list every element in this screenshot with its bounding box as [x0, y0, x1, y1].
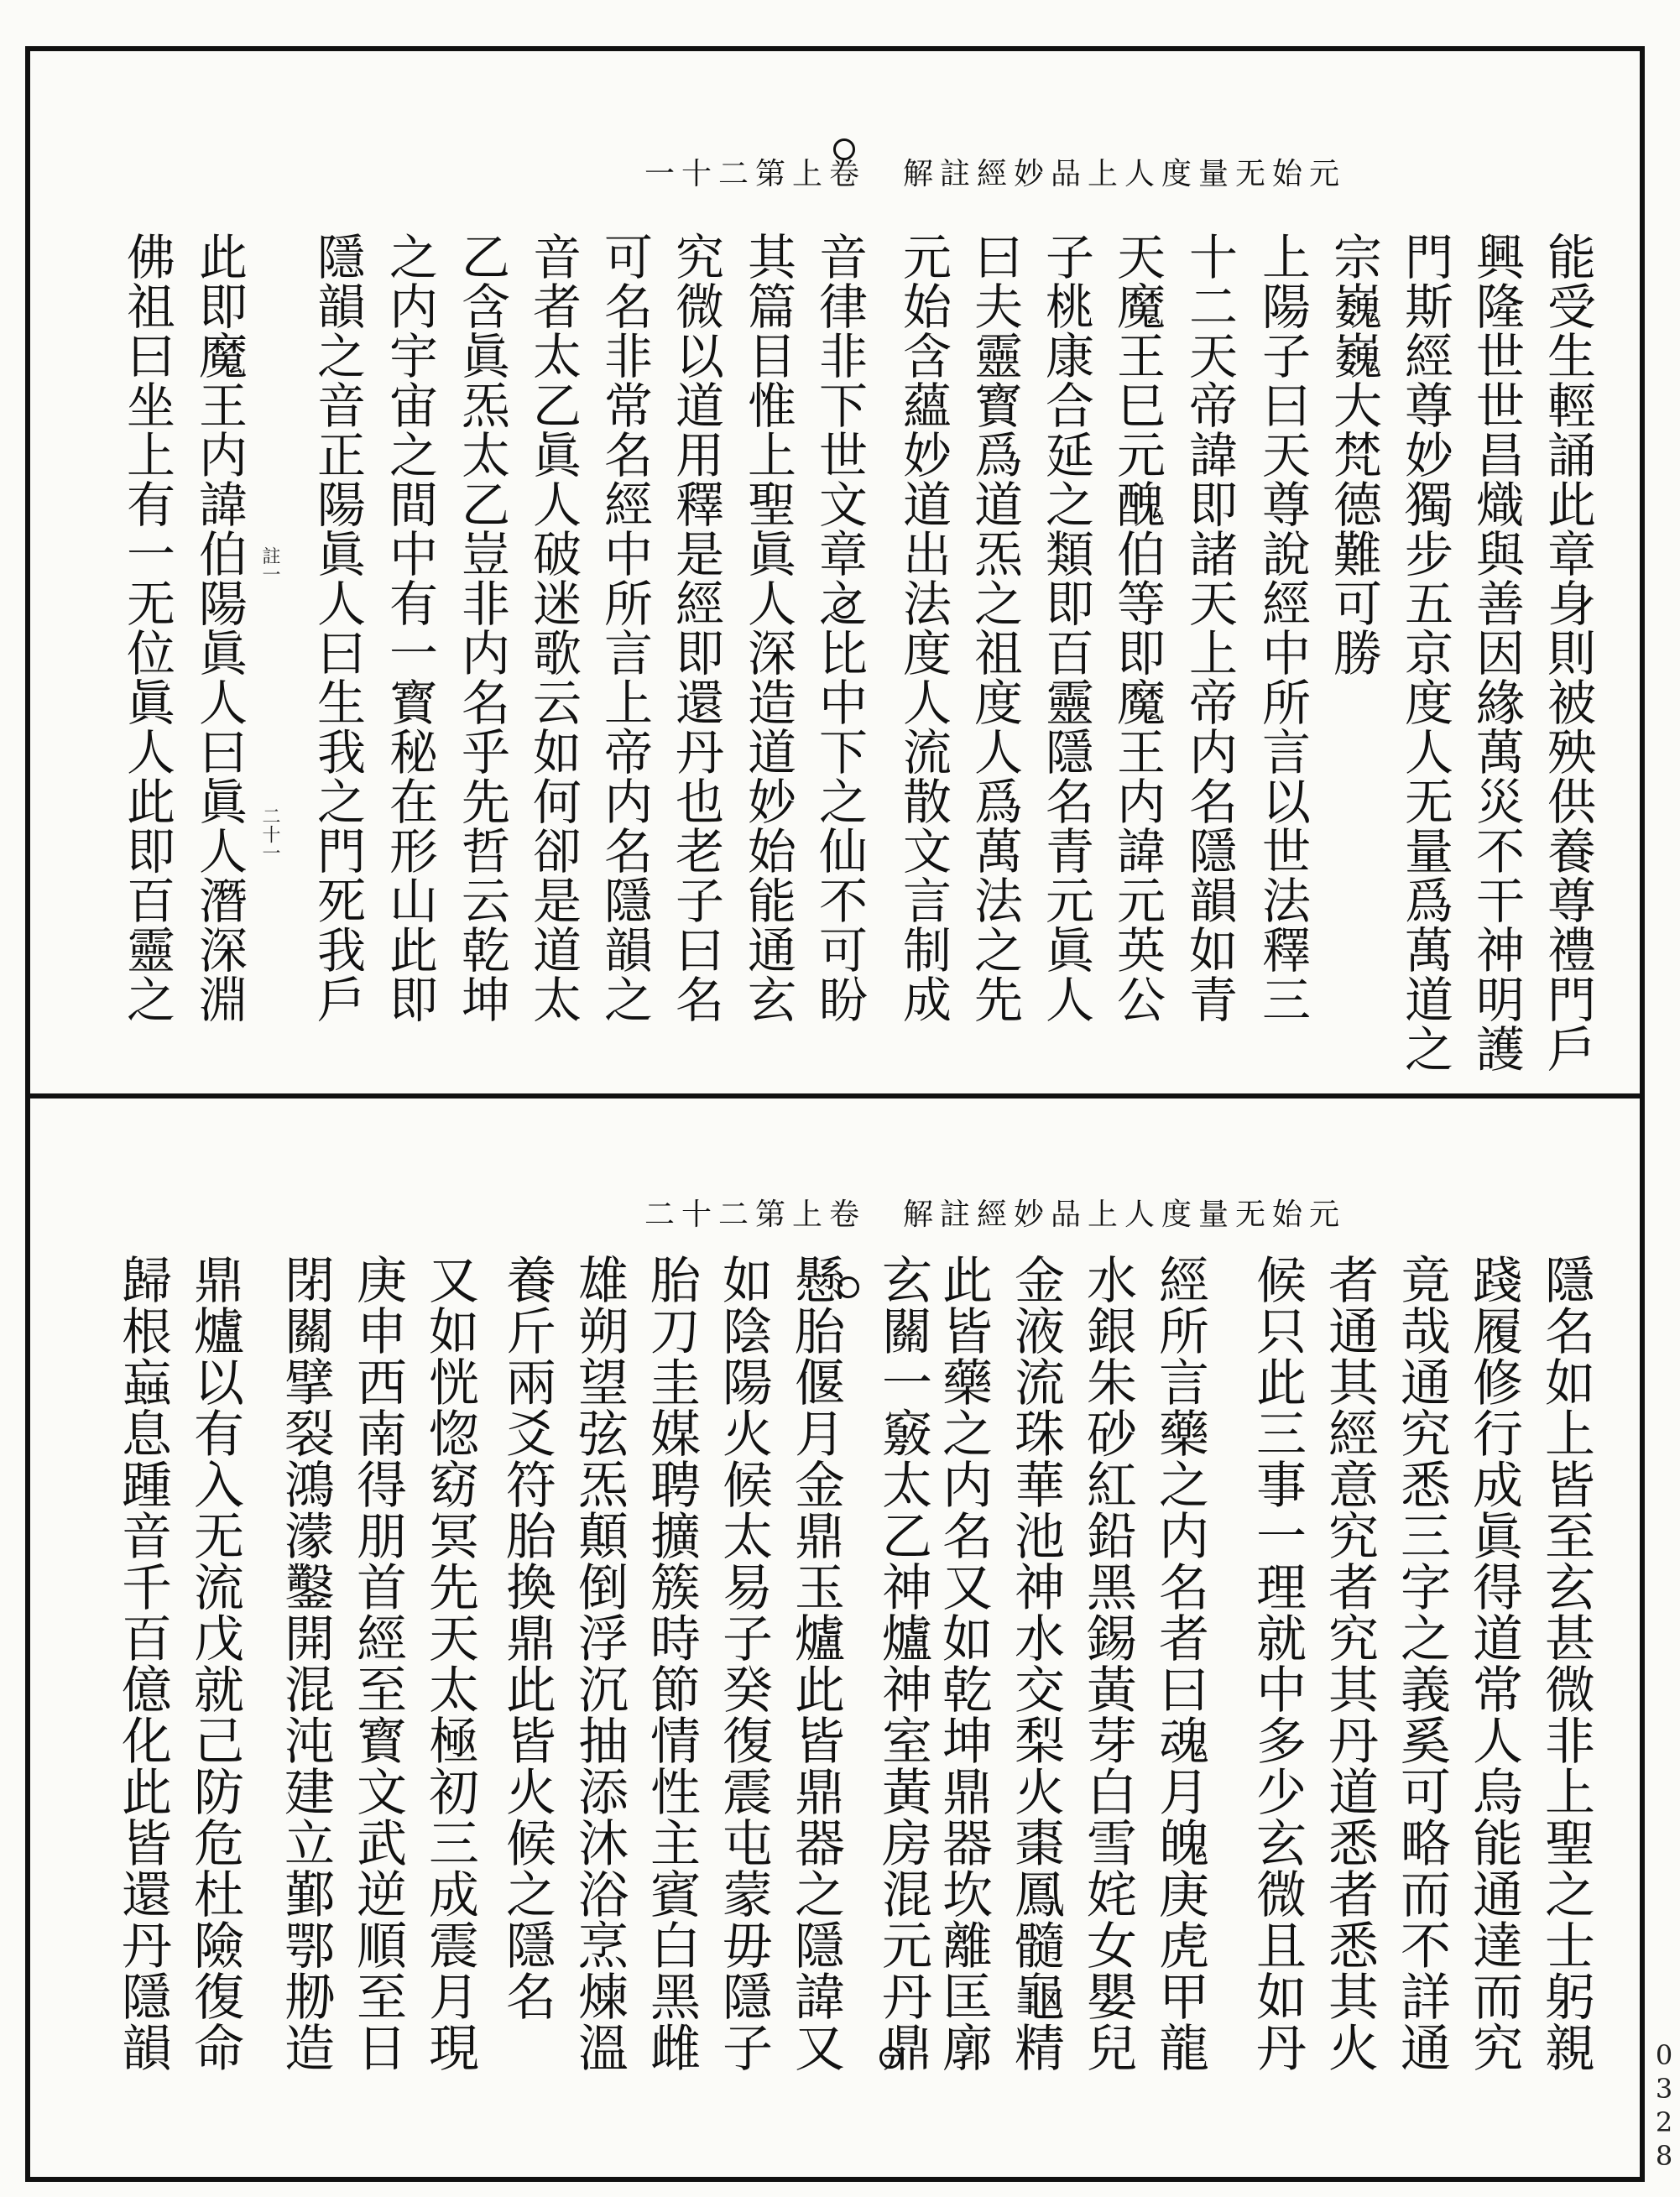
text-column: 金液流珠華池神水交梨火棗鳳髓龜精: [1006, 1254, 1065, 2073]
text-column: 上陽子曰天尊說經中所言以世法釋三: [1254, 232, 1311, 1024]
text-column: 玄關一竅太乙神爐神室黃房混元丹鼎: [874, 1254, 932, 2073]
text-column: 之内宇宙之間中有一寳秘在形山此即: [381, 232, 438, 1024]
leaf-label-right: 二十一: [259, 806, 280, 862]
text-column: 庚申西南得朋首經至寳文武逆順至日: [348, 1254, 407, 2073]
text-column: 竟哉通究悉三字之義奚可略而不詳通: [1392, 1254, 1451, 2073]
text-column: 十二天帝諱即諸天上帝内名隱韻如青: [1181, 232, 1238, 1024]
top-page-header: 元始无量度人上品妙經註解 卷上第二十一: [644, 157, 1346, 191]
text-column: 水銀朱砂紅鉛黑錫黃芽白雪姹女嬰兒: [1078, 1254, 1137, 2073]
text-column: 隱名如上皆至玄甚微非上聖之士躬親: [1537, 1254, 1595, 2073]
text-column: 乙含眞炁太乙豈非内名乎先哲云乾坤: [453, 232, 510, 1024]
text-column: 養斤兩爻符胎換鼎此皆火候之隱名: [498, 1254, 556, 2022]
text-column: 音律非下世文章之比中下之仙不可盼: [811, 232, 868, 1024]
text-column: 其篇目惟上聖眞人深造道妙始能通玄: [739, 232, 796, 1024]
text-column: 雄朔望弦炁顛倒浮沉抽添沐浴烹煉溫: [570, 1254, 629, 2073]
page-number: 0328: [1648, 2039, 1680, 2174]
text-column: 子桃康合延之類即百靈隱名青元眞人: [1037, 232, 1094, 1024]
text-column: 如陰陽火候太易子癸復震屯蒙毋隱子: [714, 1254, 773, 2073]
text-column: 門斯經尊妙獨步五京度人无量爲萬道之: [1396, 232, 1453, 1073]
text-column: 踐履修行成眞得道常人烏能通達而究: [1464, 1254, 1523, 2073]
text-column: 又如恍惚窈冥先天太極初三成震月現: [420, 1254, 479, 2073]
text-column: 可名非常名經中所言上帝内名隱韻之: [596, 232, 653, 1024]
text-column: 宗巍巍大梵德難可勝: [1325, 232, 1382, 677]
text-column: 經所言藥之内名者曰魂月魄庚虎甲龍: [1150, 1254, 1209, 2073]
text-column: 佛祖曰坐上有一无位眞人此即百靈之: [118, 232, 175, 1024]
bottom-page-header: 元始无量度人上品妙經註解 卷上第二十二: [644, 1198, 1346, 1232]
text-column: 隱韻之音正陽眞人曰生我之門死我戶: [309, 232, 366, 1024]
leaf-label-left: 註一: [259, 546, 280, 583]
text-column: 胎刀圭媒聘擴簇時節情性主賓白黑雌: [642, 1254, 701, 2073]
text-column: 天魔王巳元醜伯等即魔王内諱元英公: [1109, 232, 1166, 1024]
text-column: 鼎爐以有入无流戊就己防危杜險復命: [185, 1254, 244, 2073]
text-column: 候只此三事一理就中多少玄微且如丹: [1248, 1254, 1307, 2073]
text-column: 此皆藥之内名又如乾坤鼎器坎離匡廓: [934, 1254, 993, 2073]
text-column: 此即魔王内諱伯陽眞人曰眞人潛深淵: [190, 232, 248, 1024]
bottom-page: [30, 1098, 1640, 2177]
text-column: 興隆世世昌熾與善因緣萬災不干神明護: [1468, 232, 1525, 1073]
text-column: 曰夫靈寳爲道炁之祖度人爲萬法之先: [966, 232, 1023, 1024]
text-column: 元始含蘊妙道出法度人流散文言制成: [895, 232, 952, 1024]
text-column: 究微以道用釋是經即還丹也老子曰名: [667, 232, 724, 1024]
text-column: 懸胎偃月金鼎玉爐此皆鼎器之隱諱又: [786, 1254, 845, 2073]
text-column: 閉關擘裂鴻濛鑿開混沌建立鄞鄂刱造: [276, 1254, 335, 2073]
text-column: 音者太乙眞人破迷歌云如何卻是道太: [524, 232, 582, 1024]
circle-marker-icon: [833, 138, 855, 160]
text-column: 歸根蝱息踵音千百億化此皆還丹隱韻: [113, 1254, 172, 2073]
text-column: 者通其經意究者究其丹道悉者悉其火: [1320, 1254, 1379, 2073]
text-column: 能受生輕誦此章身則被殃供養尊禮門戶: [1539, 232, 1596, 1073]
top-page: [30, 51, 1640, 1093]
